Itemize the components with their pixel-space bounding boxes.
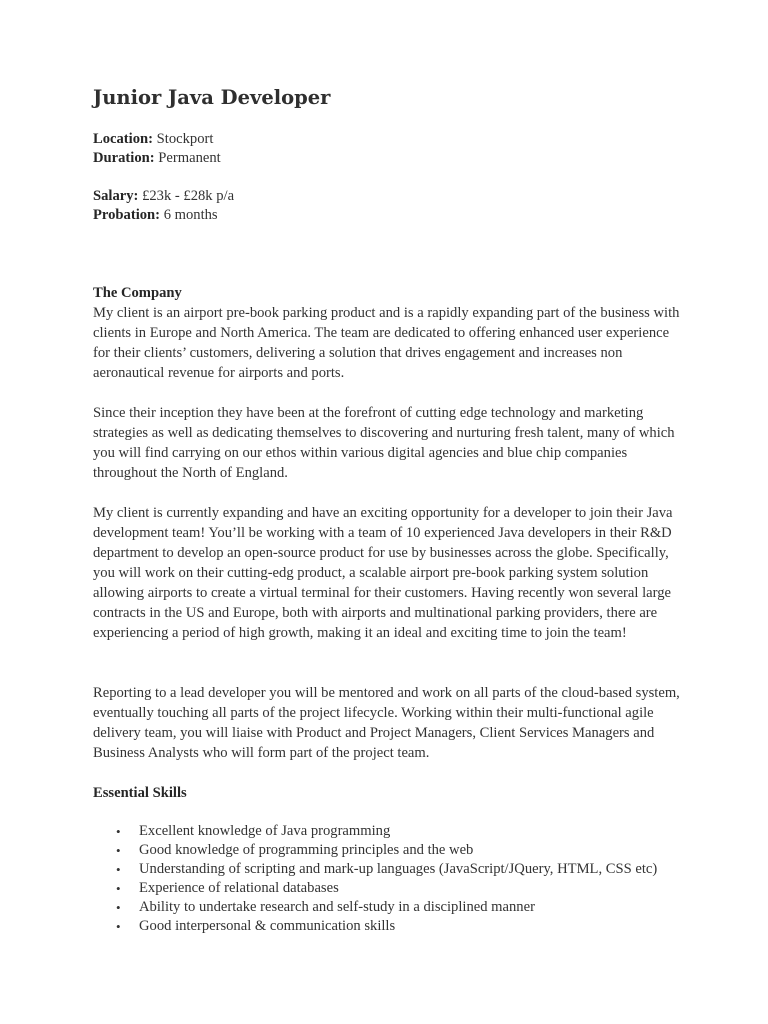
- salary-value: £23k - £28k p/a: [142, 188, 235, 204]
- list-item: [93, 917, 657, 936]
- skill-text: Understanding of scripting and mark-up languages (JavaScript/JQuery, HTML, CSS etc): [139, 861, 658, 877]
- skills-list: [93, 822, 657, 936]
- company-heading: The Company: [93, 285, 182, 301]
- company-paragraph-1: My client is an airport pre-book parking product and is a rapidly expanding part of the business with clients in Europe and North America. The team are dedicated to offering enhanced user experience for their clients’ customers, delivering a solution that drives engagement and increases non aeronautical revenue for airports and ports.: [93, 305, 680, 381]
- bullet-dot-icon: •: [116, 843, 121, 858]
- skill-text: Good knowledge of programming principles and the web: [139, 842, 474, 858]
- company-paragraph-4: Reporting to a lead developer you will be mentored and work on all parts of the cloud-based system, eventually touching all parts of the project lifecycle. Working within their multi-functional agile delivery team, you will liaise with Product and Project Managers, Client Services Managers and Business Analysts who will form part of the project team.: [93, 685, 680, 761]
- bullet-dot-icon: •: [116, 881, 121, 896]
- salary-label: Salary:: [93, 188, 139, 204]
- duration-line: [93, 149, 221, 168]
- duration-label: Duration:: [93, 150, 155, 166]
- list-item: [93, 822, 657, 841]
- probation-label: Probation:: [93, 207, 161, 223]
- location-label: Location:: [93, 131, 153, 147]
- page-title: Junior Java Developer: [93, 86, 331, 109]
- skill-text: Ability to undertake research and self-study in a disciplined manner: [139, 899, 535, 915]
- bullet-dot-icon: •: [116, 900, 121, 915]
- location-line: [93, 130, 213, 149]
- company-paragraph-3: My client is currently expanding and have an exciting opportunity for a developer to join their Java development team! You’ll be working with a team of 10 experienced Java developers in their R&D department to develop an open-source product for use by businesses across the globe. Specifically, you will work on their cutting-edg product, a scalable airport pre-book parking system solution allowing airports to create a virtual terminal for their customers. Having recently won several large contracts in the US and Europe, both with airports and multinational parking providers, there are experiencing a period of high growth, making it an ideal and exciting time to join the team!: [93, 505, 673, 641]
- probation-line: [93, 206, 218, 225]
- company-paragraph-2: Since their inception they have been at the forefront of cutting edge technology and marketing strategies as well as dedicating themselves to discovering and nurturing fresh talent, many of which you will find carrying on our ethos within various digital agencies and blue chip companies throughout the North of England.: [93, 405, 675, 481]
- probation-value: 6 months: [163, 207, 218, 223]
- list-item: [93, 898, 657, 917]
- salary-line: [93, 187, 234, 206]
- skill-text: Excellent knowledge of Java programming: [139, 823, 391, 839]
- duration-value: Permanent: [158, 150, 221, 166]
- list-item: [93, 860, 657, 879]
- skill-text: Good interpersonal & communication skills: [139, 918, 396, 934]
- location-value: Stockport: [156, 131, 214, 147]
- bullet-dot-icon: •: [116, 862, 121, 877]
- list-item: [93, 841, 657, 860]
- skills-heading: Essential Skills: [93, 785, 187, 801]
- skill-text: Experience of relational databases: [139, 880, 339, 896]
- bullet-dot-icon: •: [116, 824, 121, 839]
- bullet-dot-icon: •: [116, 919, 121, 934]
- list-item: [93, 879, 657, 898]
